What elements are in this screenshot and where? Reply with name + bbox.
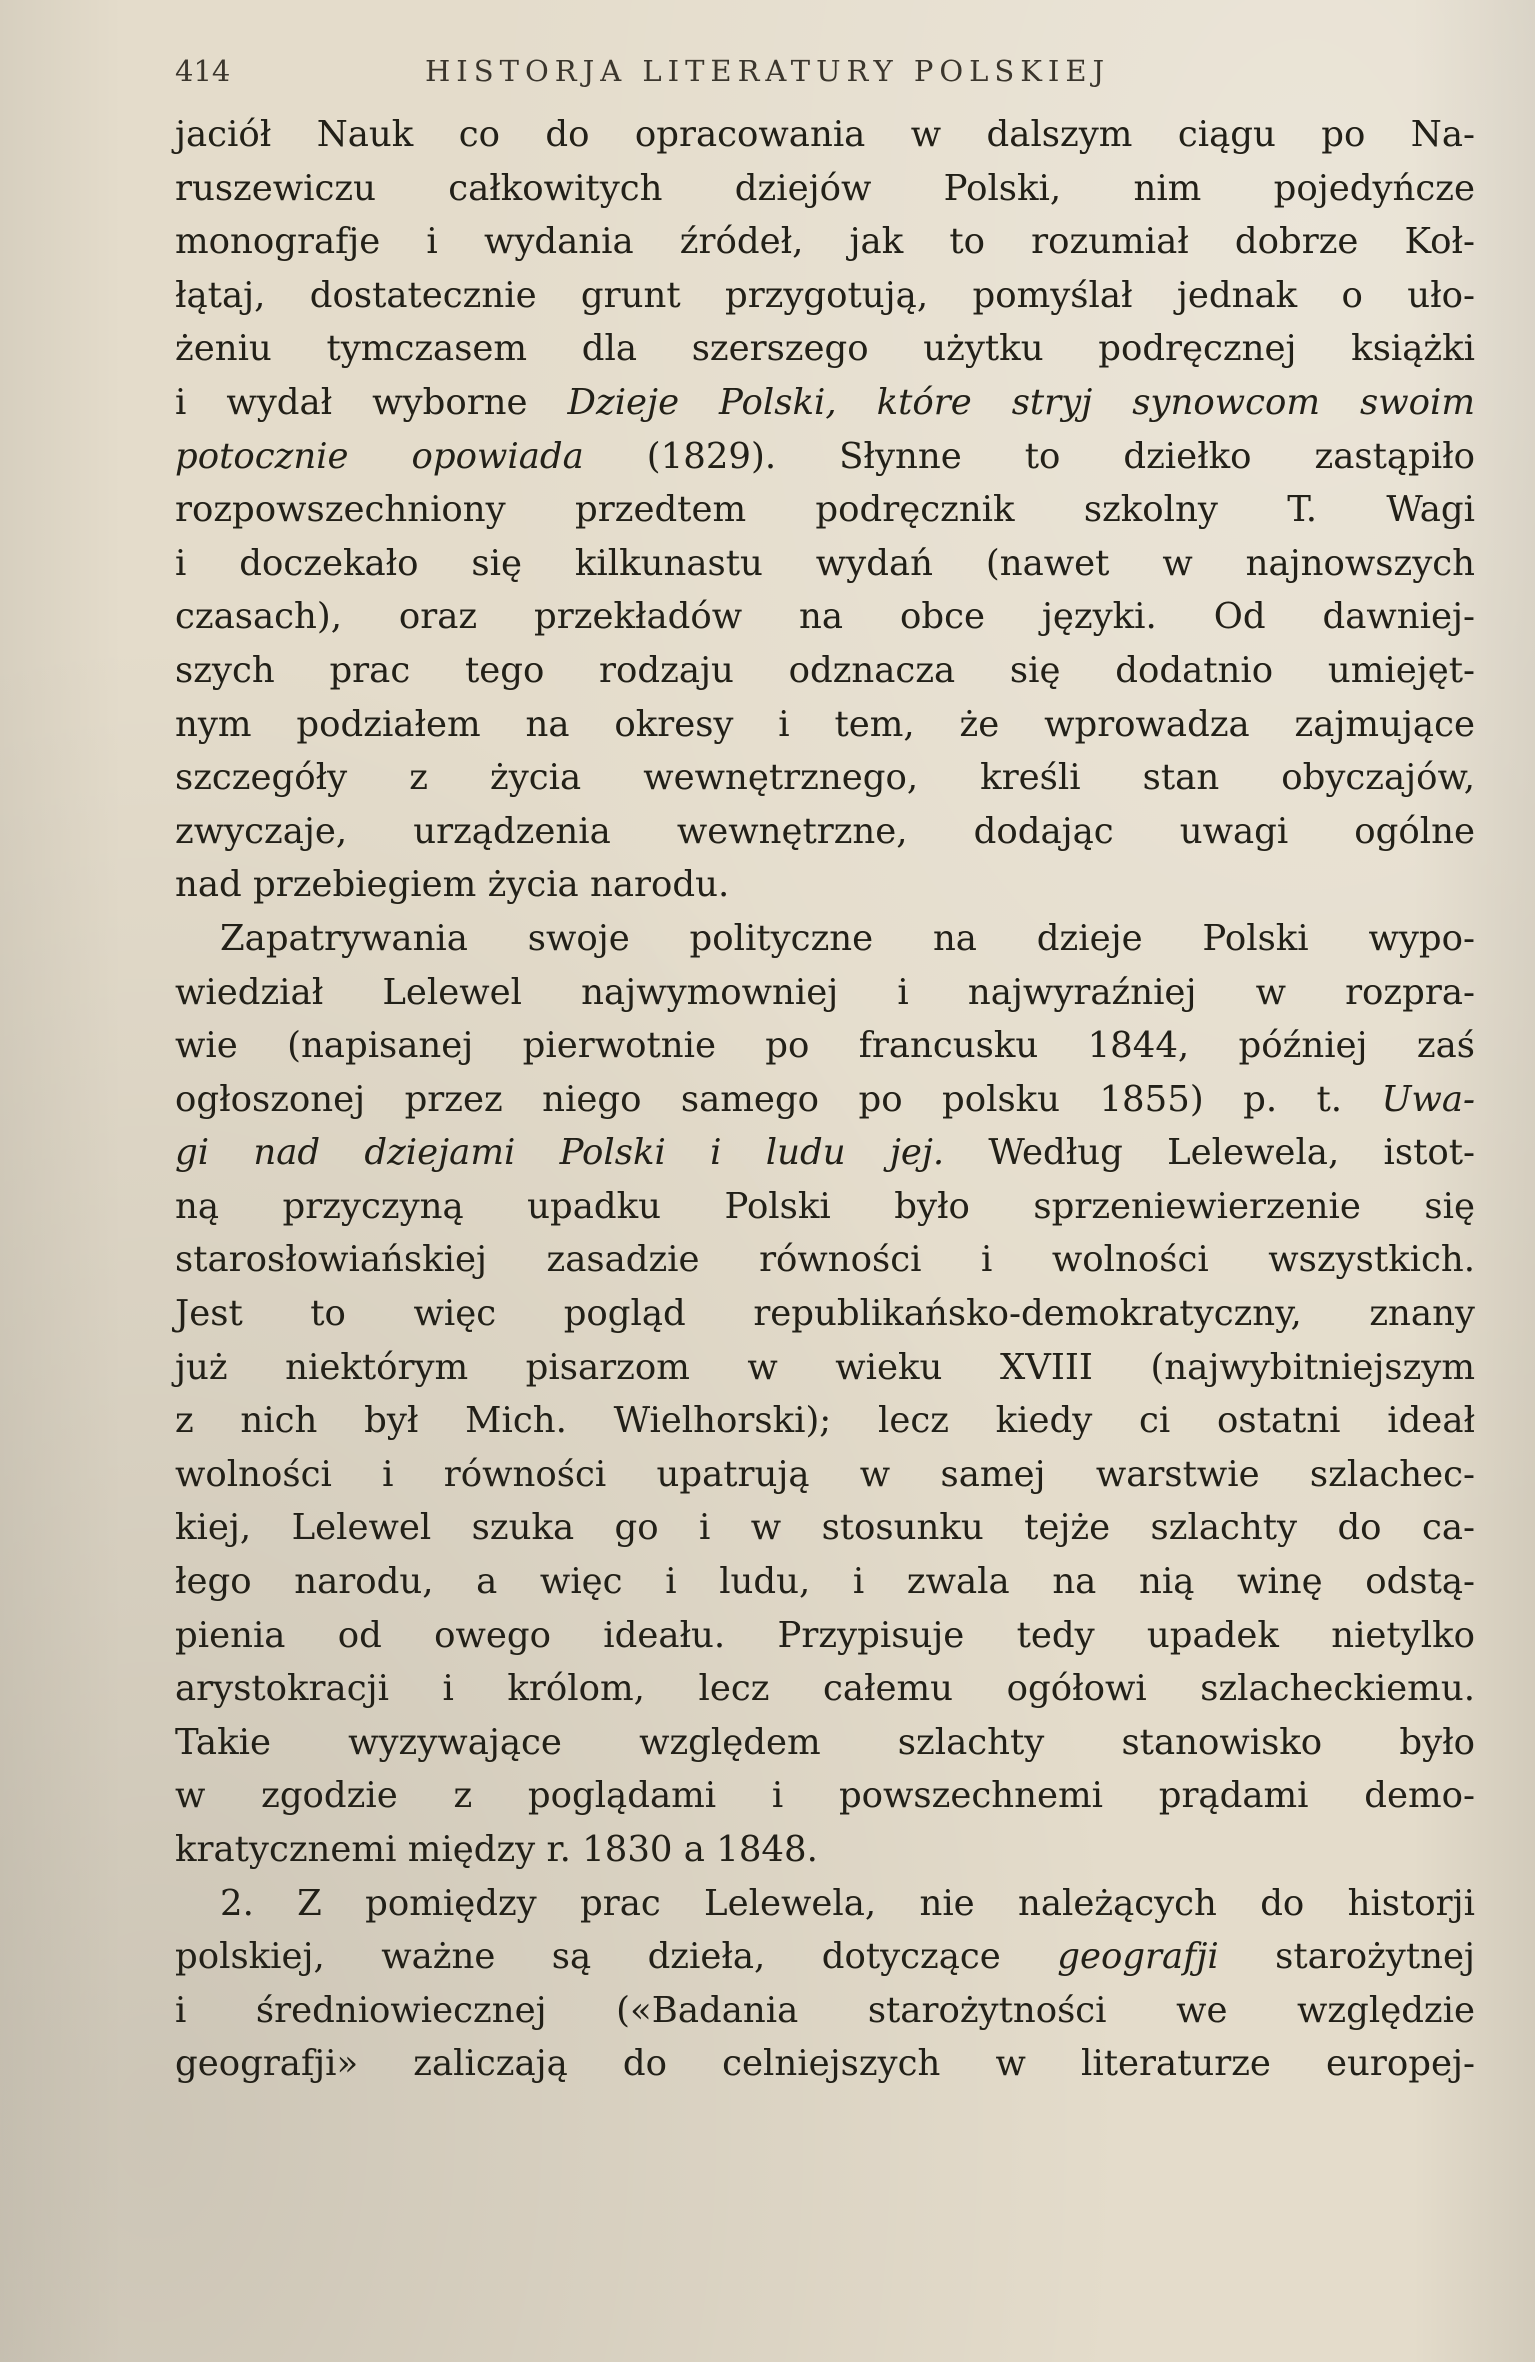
text-line — [175, 1126, 1475, 1180]
body-text — [175, 108, 1475, 2091]
text-segment: i wydał wyborne — [175, 381, 568, 423]
text-line: żeniu tymczasem dla szerszego użytku podręcznej książki — [175, 328, 1475, 370]
text-line: nad przebiegiem życia narodu. — [175, 864, 730, 906]
text-line: szczegóły z życia wewnętrznego, kreśli stan obyczajów, — [175, 757, 1475, 799]
running-header — [175, 50, 1475, 90]
text-line: starosłowiańskiej zasadzie równości i wolności wszystkich. — [175, 1239, 1475, 1281]
text-line: i doczekało się kilkunastu wydań (nawet w najnowszych — [175, 542, 1475, 584]
text-line: nym podziałem na okresy i tem, że wprowadza zajmujące — [175, 703, 1475, 745]
running-title: HISTORJA LITERATURY POLSKIEJ — [425, 54, 1111, 88]
text-line: łątaj, dostatecznie grunt przygotują, pomyślał jednak o uło- — [175, 274, 1475, 316]
text-line: rozpowszechniony przedtem podręcznik szkolny T. Wagi — [175, 489, 1475, 531]
text-line — [175, 376, 1475, 430]
text-line: już niektórym pisarzom w wieku XVIII (najwybitniejszym — [175, 1346, 1475, 1388]
text-segment: starożytnej — [1218, 1936, 1475, 1978]
text-line — [175, 430, 1475, 484]
text-segment: ogłoszonej przez niego samego po polsku 1855) p. t. — [175, 1078, 1382, 1120]
text-line: Zapatrywania swoje polityczne na dzieje Polski wypo- — [220, 917, 1475, 959]
italic-title: gi nad dziejami Polski i ludu jej. — [175, 1132, 945, 1174]
text-segment: (1829). Słynne to dziełko zastąpiło — [583, 435, 1475, 477]
text-line: kiej, Lelewel szuka go i w stosunku tejże szlachty do ca- — [175, 1507, 1475, 1549]
text-line — [175, 1073, 1475, 1127]
text-line: wiedział Lelewel najwymowniej i najwyraźniej w rozpra- — [175, 971, 1475, 1013]
text-line: Takie wyzywające względem szlachty stanowisko było — [175, 1721, 1475, 1763]
text-line: Jest to więc pogląd republikańsko-demokratyczny, znany — [175, 1293, 1475, 1335]
text-line — [175, 1930, 1475, 1984]
text-line: z nich był Mich. Wielhorski); lecz kiedy ci ostatni ideał — [175, 1400, 1475, 1442]
text-line: arystokracji i królom, lecz całemu ogółowi szlacheckiemu. — [175, 1668, 1475, 1710]
text-line: 2. Z pomiędzy prac Lelewela, nie należących do historji — [220, 1882, 1475, 1924]
text-line: ruszewiczu całkowitych dziejów Polski, nim pojedyńcze — [175, 167, 1475, 209]
text-line: wolności i równości upatrują w samej warstwie szlachec- — [175, 1453, 1475, 1495]
text-line: zwyczaje, urządzenia wewnętrzne, dodając uwagi ogólne — [175, 810, 1475, 852]
text-line: łego narodu, a więc i ludu, i zwala na nią winę odstą- — [175, 1561, 1475, 1603]
italic-title: potocznie opowiada — [175, 435, 584, 477]
text-line: pienia od owego ideału. Przypisuje tedy upadek nietylko — [175, 1614, 1475, 1656]
text-line: ną przyczyną upadku Polski było sprzeniewierzenie się — [175, 1185, 1475, 1227]
text-line: i średniowiecznej («Badania starożytności we względzie — [175, 1989, 1475, 2031]
page-number: 414 — [175, 54, 231, 88]
text-line: jaciół Nauk co do opracowania w dalszym ciągu po Na- — [175, 114, 1475, 155]
italic-title: Dzieje Polski, które stryj synowcom swoim — [567, 381, 1475, 423]
text-line: monografje i wydania źródeł, jak to rozumiał dobrze Koł- — [175, 221, 1475, 263]
text-line: szych prac tego rodzaju odznacza się dodatnio umiejęt- — [175, 649, 1475, 691]
text-line: czasach), oraz przekładów na obce języki. Od dawniej- — [175, 596, 1475, 638]
text-segment: Według Lelewela, istot- — [944, 1132, 1475, 1174]
italic-title: geografji — [1057, 1936, 1219, 1978]
italic-title: Uwa- — [1381, 1078, 1475, 1120]
text-line: w zgodzie z poglądami i powszechnemi prądami demo- — [175, 1775, 1475, 1817]
book-page — [175, 50, 1475, 2091]
text-segment: polskiej, ważne są dzieła, dotyczące — [175, 1936, 1058, 1978]
text-line: geografji» zaliczają do celniejszych w literaturze europej- — [175, 2043, 1475, 2085]
text-line: kratycznemi między r. 1830 a 1848. — [175, 1829, 818, 1870]
text-line: wie (napisanej pierwotnie po francusku 1844, później zaś — [175, 1025, 1475, 1067]
